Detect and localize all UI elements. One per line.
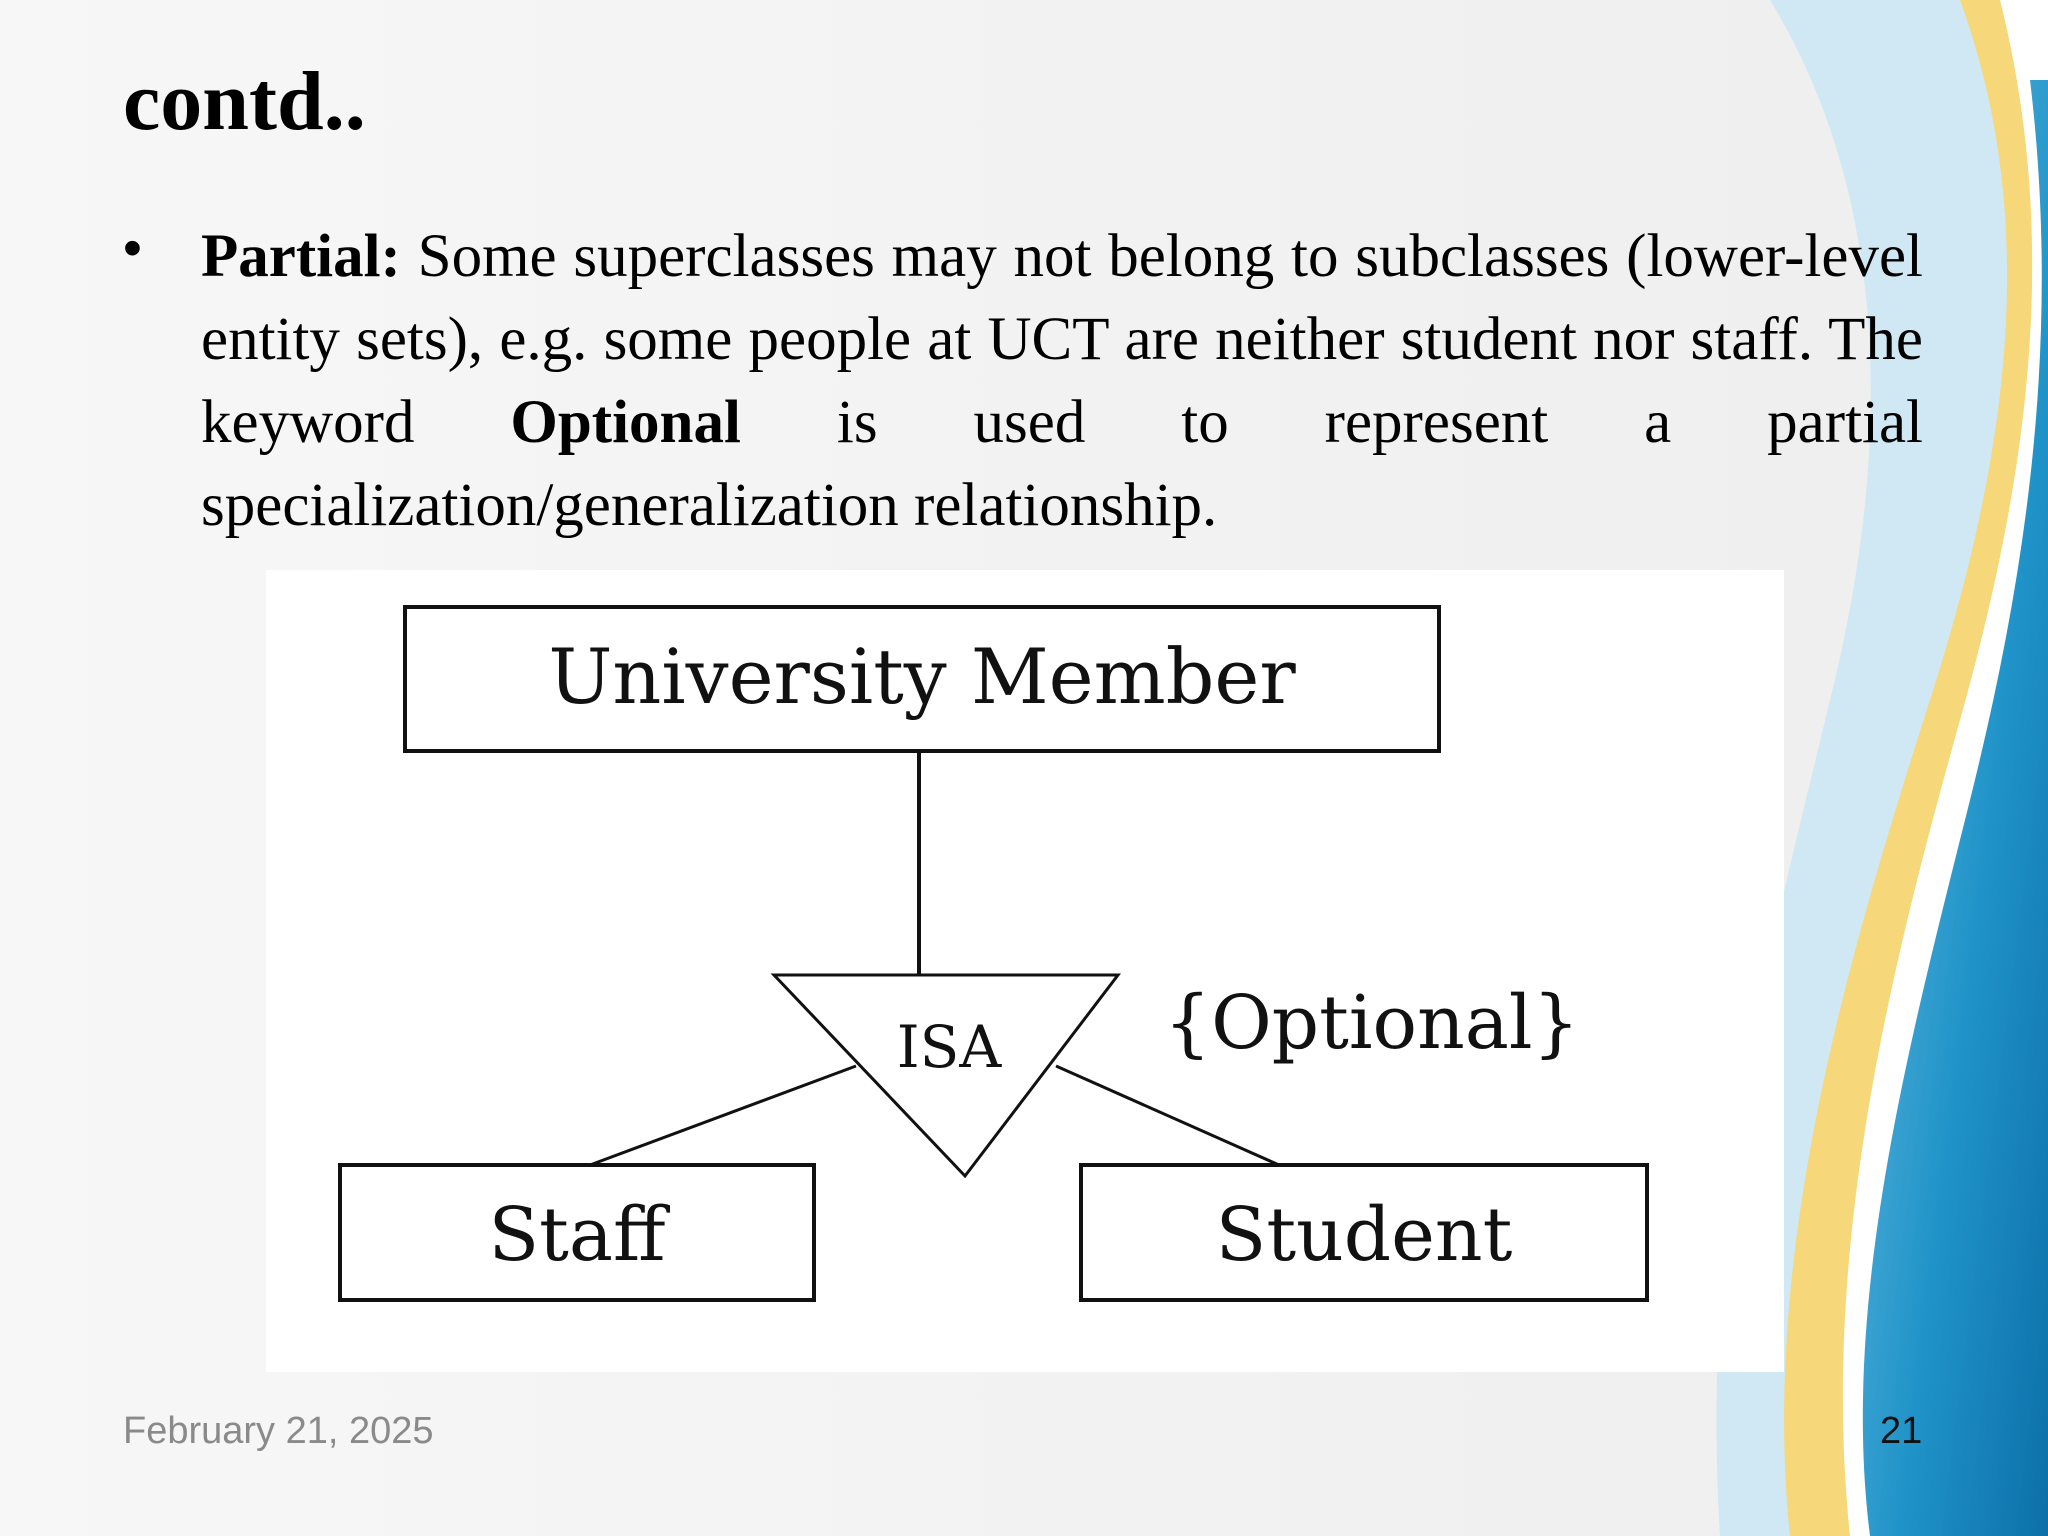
bullet-text-after: is used to represent a partial specialization/generalization relationship. bbox=[201, 389, 1923, 539]
bullet-text-before: Some superclasses may not belong to subclasses (lower-level entity sets), e.g. some people at UCT are neither student nor staff. The keyword bbox=[201, 223, 1923, 456]
staff-label: Staff bbox=[488, 1192, 666, 1278]
page-number: 21 bbox=[1880, 1410, 1923, 1452]
superclass-label: University Member bbox=[548, 632, 1296, 721]
optional-constraint-label: {Optional} bbox=[1164, 980, 1580, 1066]
bullet-label: Partial: bbox=[201, 223, 401, 290]
er-diagram-canvas bbox=[266, 570, 1784, 1372]
student-label: Student bbox=[1215, 1192, 1513, 1278]
bullet-text bbox=[201, 215, 1923, 547]
student-connector bbox=[1056, 1066, 1279, 1165]
staff-connector bbox=[590, 1066, 856, 1165]
bullet-keyword: Optional bbox=[510, 389, 741, 456]
isa-label: ISA bbox=[896, 1013, 1002, 1081]
slide-title: contd.. bbox=[123, 55, 366, 148]
er-diagram bbox=[266, 570, 1784, 1372]
bullet-dot-icon: • bbox=[123, 218, 142, 278]
footer-date: February 21, 2025 bbox=[123, 1410, 434, 1452]
